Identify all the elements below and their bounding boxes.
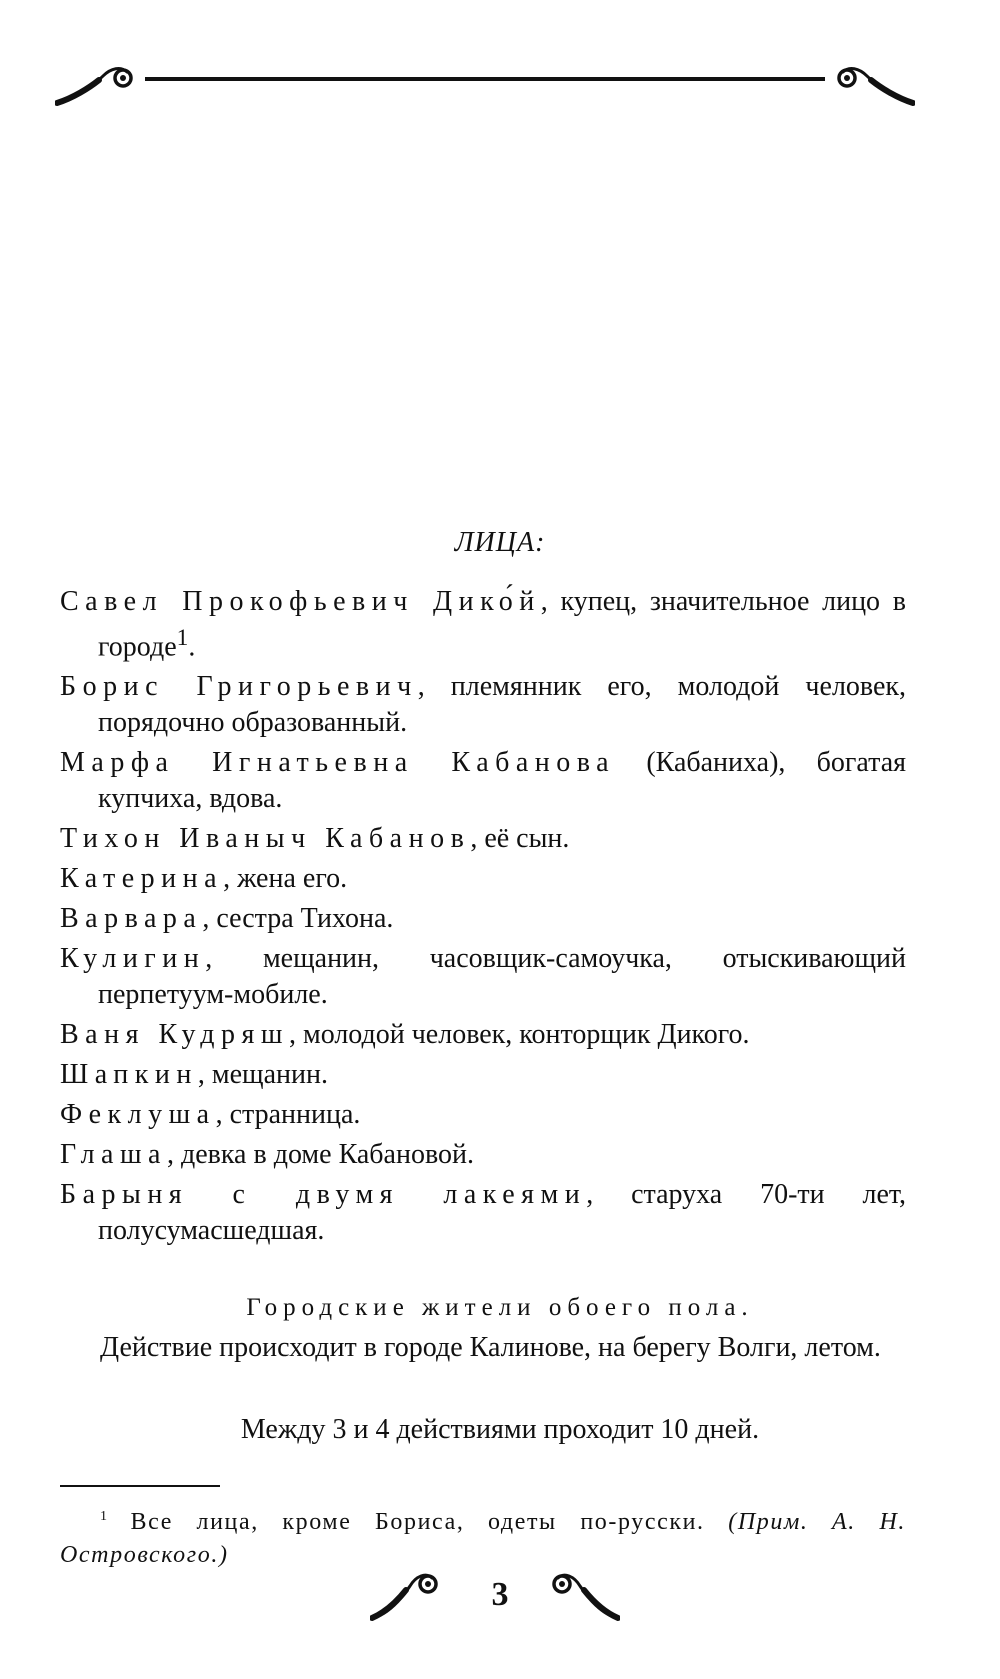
cast-entry-feklusha [60, 1097, 906, 1133]
cast-heading: ЛИЦА: [454, 527, 546, 558]
cast-entry-katerina [60, 861, 906, 897]
cast-entry-varvara [60, 901, 906, 937]
cast-entry-dikoy [60, 584, 906, 665]
flourish-right-icon [839, 69, 913, 103]
cast-name: Ваня Кудряш [60, 1019, 289, 1051]
crowd-note: Городские жители обоего пола. [246, 1294, 754, 1321]
cast-entry-barynya [60, 1177, 906, 1249]
footnote-rule [60, 1485, 220, 1487]
cast-description: , мещанин, часовщик-самоучка, отыскивающий перпетуум-мобиле. [98, 943, 906, 1011]
footnote-text: Все лица, кроме Бориса, одеты по-русски. [107, 1509, 729, 1535]
cast-name: Варвара [60, 903, 203, 935]
cast-description-tail: . [188, 631, 196, 663]
cast-description: , молодой человек, конторщик Дикого. [288, 1019, 750, 1051]
cast-name: Катерина [60, 863, 224, 895]
top-ornament-rule [55, 58, 915, 118]
cast-name: Феклуша [60, 1099, 216, 1131]
cast-name: Савел Прокофьевич Дико́й [60, 586, 541, 617]
cast-description: , сестра Тихона. [202, 903, 394, 935]
cast-entry-boris [60, 669, 906, 741]
cast-name: Барыня с двумя лакеями [60, 1179, 587, 1211]
cast-name: Кулигин [60, 943, 206, 975]
cast-list [60, 584, 906, 1253]
cast-description: , девка в доме Кабановой. [166, 1139, 474, 1171]
cast-description: , мещанин. [197, 1059, 328, 1091]
cast-entry-kabanova [60, 745, 906, 817]
cast-entry-shapkin [60, 1057, 906, 1093]
cast-name: Глаша [60, 1139, 167, 1171]
footnote-marker: 1 [100, 1509, 107, 1524]
cast-entry-kuligin [60, 941, 906, 1013]
cast-name: Тихон Иваныч Кабанов [60, 823, 471, 855]
cast-description: , жена его. [223, 863, 348, 895]
cast-description: , её сын. [470, 823, 570, 855]
cast-name: Марфа Игнатьевна Кабанова [60, 747, 616, 779]
cast-entry-kudryash [60, 1017, 906, 1053]
cast-name: Шапкин [60, 1059, 198, 1091]
cast-description: (Кабаниха), богатая купчиха, вдова. [98, 747, 906, 815]
cast-name: Борис Григорьевич [60, 671, 418, 703]
cast-description: , старуха 70-ти лет, полусумасшедшая. [98, 1179, 906, 1247]
flourish-left-icon [57, 69, 131, 103]
setting-paragraph: Действие происходит в городе Калинове, на берегу Волги, летом. [100, 1332, 881, 1363]
cast-entry-tikhon [60, 821, 906, 857]
page-number: 3 [491, 1576, 509, 1613]
footnote-ref: 1 [176, 625, 189, 651]
footnote-attribution: (Прим. А. Н. Островского.) [60, 1509, 906, 1568]
cast-description: , странница. [215, 1099, 361, 1131]
cast-entry-glasha [60, 1137, 906, 1173]
cast-description: , купец, значительное лицо в городе [98, 586, 906, 663]
cast-description: , племянник его, молодой человек, порядочно образованный. [98, 671, 907, 739]
interval-note: Между 3 и 4 действиями проходит 10 дней. [240, 1414, 760, 1445]
